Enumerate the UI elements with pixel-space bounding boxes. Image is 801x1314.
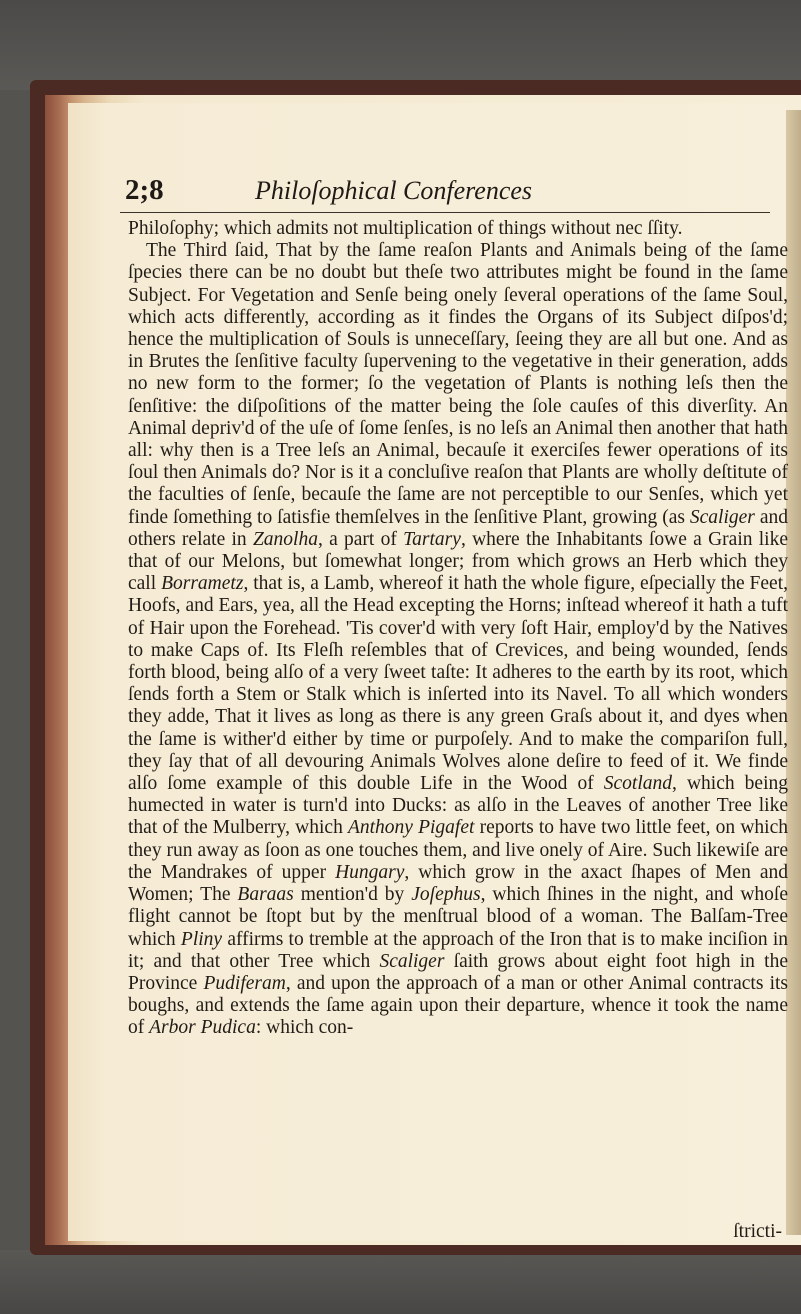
paragraph-2 — [128, 240, 788, 1039]
italic-name: Scotland — [603, 773, 673, 795]
body-text — [128, 218, 788, 1040]
text-run: ſaith grows about eight foot high in the Province — [128, 950, 788, 994]
text-run: : which con- — [255, 1017, 354, 1039]
text-run: , and upon the approach of a man or other Animal contracts its boughs, and extends the ſame again upon their departure, whence it took the name of — [128, 972, 788, 1039]
running-head: Philoſophical Conferences — [255, 176, 533, 205]
fore-edge — [786, 110, 801, 1235]
text-run: , which being humected in water is turn'd into Ducks: as alſo in the Leaves of another Tree like that of the Mulberry, which — [128, 773, 788, 839]
italic-name: Anthony Pigafet — [347, 817, 475, 839]
italic-name: Scaliger — [379, 950, 445, 972]
text-run: reports to have two little feet, on which they run away as ſoon as one touches them, and live onely of Aire. Such likewiſe are the Mandrakes of upper — [128, 817, 788, 883]
text-run: , that is, a Lamb, whereof it hath the whole figure, eſpecially the Feet, Hoofs, and Ears, yea, all the Head excepting the Horns; inſtead whereof it hath a tuft of Hair upon the Forehead. 'Tis cover'd with very ſoft Hair, employ'd by the Natives to make Caps of. Its Fleſh reſembles that of Crevices, and being wounded, ſends forth blood, being alſo of a very ſweet taſte: It adheres to the earth by its root, which ſends forth a Stem or Stalk which is inſerted into its Navel. To all which wonders they adde, That it lives as long as there is any green Graſs about it, and dyes when the ſame is wither'd either by time or purpoſely. And to make the compariſon full, they ſay that of all devouring Animals Wolves alone deſire to feed of it. We finde alſo ſome example of this double Life in the Wood of — [128, 573, 788, 795]
italic-name: Joſephus — [411, 884, 481, 906]
italic-name: Zanolha — [252, 528, 318, 550]
italic-name: Arbor Pudica — [149, 1017, 256, 1039]
catchword: ſtricti- — [733, 1221, 782, 1242]
text-run: mention'd by — [293, 884, 412, 906]
italic-name: Pudiferam — [203, 972, 286, 994]
paragraph-1: Philoſophy; which admits not multiplication of things without nec ſſity. — [128, 218, 683, 239]
italic-name: Pliny — [180, 928, 223, 950]
text-run: , which ſhines in the night, and whoſe flight cannot be ſtopt but by the menſtrual blood of a woman. The Balſam-Tree which — [128, 884, 788, 950]
head-rule — [120, 212, 770, 213]
italic-name: Tartary — [403, 528, 461, 550]
text-run: affirms to tremble at the approach of the Iron that is to make inciſion in it; and that other Tree which — [128, 928, 788, 972]
text-run: , which grow in the axact ſhapes of Men and Women; The — [128, 861, 788, 906]
backdrop-bottom — [0, 1250, 801, 1314]
text-run: The Third ſaid, That by the ſame reaſon Plants and Animals being of the ſame ſpecies there can be no doubt but theſe two attributes might be found in the ſame Subject. For Vegetation and Senſe being onely ſeveral operations of the ſame Soul, which acts differently, according as it findes the Organs of its Subject diſpos'd; hence the multiplication of Souls is unneceſſary, ſeeing they are all but one. And as in Brutes the ſenſitive faculty ſupervening to the vegetative in their generation, adds no new form to the former; ſo the vegetation of Plants is nothing leſs then the ſenſitive: the diſpoſitions of the matter being the ſole cauſes of this diverſity. An Animal depriv'd of the uſe of ſome ſenſes, is no leſs an Animal then another that hath all: why then is a Tree leſs an Animal, becauſe it exerciſes fewer operations of its ſoul then Animals do? Nor is it a concluſive reaſon that Plants are wholly deſtitute of the faculties of ſenſe, becauſe the ſame are not perceptible to our Senſes, which yet finde ſomething to ſatisfie themſelves in the ſenſitive Plant, growing (as — [128, 240, 788, 528]
text-run: , a part of — [317, 528, 404, 550]
italic-name: Scaliger — [689, 506, 755, 528]
text-run: , where the Inhabitants ſowe a Grain like that of our Melons, but ſomewhat longer; from which grows an Herb which they call — [128, 528, 788, 595]
italic-name: Baraas — [237, 884, 294, 906]
italic-name: Borrametz — [161, 573, 244, 595]
page-number: 2;8 — [125, 174, 164, 206]
italic-name: Hungary — [335, 861, 405, 883]
text-run: and others relate in — [128, 506, 788, 550]
backdrop-top — [0, 0, 801, 90]
